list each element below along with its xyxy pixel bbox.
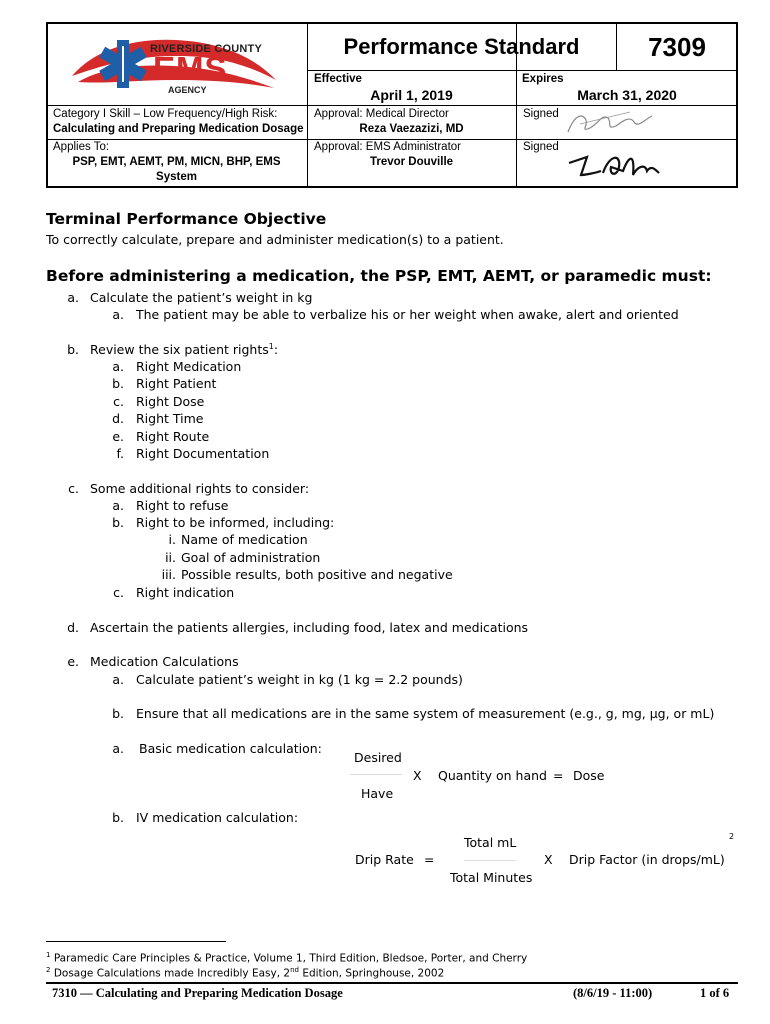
logo-county-text: RIVERSIDE COUNTY	[150, 43, 262, 55]
right-indication: Right indication	[136, 585, 235, 600]
applies-label: Applies To:	[53, 141, 110, 153]
footnote-ref-2: 2	[729, 832, 735, 841]
right-label: f.	[116, 446, 124, 461]
formula-quantity: Quantity on hand	[438, 768, 547, 783]
footer-date: (8/6/19 - 11:00)	[573, 986, 653, 1000]
weight-conversion: Calculate patient’s weight in kg (1 kg = 2.2 pounds)	[136, 672, 463, 687]
iv-calc-text: IV medication calculation:	[136, 810, 299, 825]
right-label: e.	[112, 429, 124, 444]
formula-dose: Dose	[573, 768, 605, 783]
footer-page: 1 of 6	[700, 986, 730, 1000]
footer-rule	[46, 982, 738, 984]
right-medication: Right Medication	[136, 359, 242, 374]
approval-ems-admin-name: Trevor Douville	[369, 156, 454, 168]
applies-line2: System	[156, 171, 197, 183]
approval-medical-director-name: Reza Vaezazizi, MD	[359, 123, 464, 135]
formula-total-ml: Total mL	[464, 835, 517, 850]
formula-equals: =	[553, 768, 564, 783]
item-a-label: a.	[67, 290, 79, 305]
item-a-text: Calculate the patient’s weight in kg	[90, 290, 313, 305]
logo-agency-text: AGENCY	[168, 85, 207, 95]
expires-label: Expires	[522, 73, 564, 85]
right-label: d.	[112, 411, 124, 426]
item-b-text-main: Review the six patient rights	[90, 342, 269, 358]
basic-calc-label: a.	[112, 741, 124, 756]
formula-total-minutes: Total Minutes	[450, 870, 533, 885]
fraction-bar	[350, 774, 402, 775]
possible-results: Possible results, both positive and negative	[181, 567, 453, 582]
page-title: Performance Standard	[343, 34, 580, 59]
item-d-text: Ascertain the patients allergies, including food, latex and medications	[90, 620, 529, 635]
tpo-text: To correctly calculate, prepare and administer medication(s) to a patient.	[46, 232, 504, 247]
right-to-be-informed: Right to be informed, including:	[136, 515, 335, 530]
right-label: c.	[113, 394, 124, 409]
item-e-text: Medication Calculations	[90, 654, 239, 669]
goal-of-administration: Goal of administration	[181, 550, 321, 565]
item-e-b-label: b.	[112, 706, 124, 721]
category-label: Category I Skill – Low Frequency/High Risk:	[53, 108, 278, 120]
tpo-heading: Terminal Performance Objective	[46, 210, 327, 228]
footnote-1-text: Paramedic Care Principles & Practice, Volume 1, Third Edition, Bledsoe, Porter, and Cherry	[53, 952, 528, 965]
expires-date: March 31, 2020	[577, 87, 677, 103]
item-b-label: b.	[67, 342, 79, 357]
divider	[307, 70, 738, 71]
formula-equals: =	[424, 852, 435, 867]
footnote-2	[46, 966, 444, 980]
right-label: a.	[112, 359, 124, 374]
formula-x: X	[544, 852, 553, 867]
approval-ems-admin-label: Approval: EMS Administrator	[314, 141, 462, 153]
fraction-bar	[464, 860, 516, 861]
roman-label: ii.	[165, 550, 176, 565]
item-b-colon: :	[273, 342, 279, 358]
signed-label-2: Signed	[523, 141, 559, 153]
formula-have: Have	[361, 786, 394, 801]
item-c-b-label: b.	[112, 515, 124, 530]
right-route: Right Route	[136, 429, 210, 444]
item-c-text: Some additional rights to consider:	[90, 481, 310, 496]
iv-calc-label: b.	[112, 810, 124, 825]
item-c-label: c.	[68, 481, 79, 496]
roman-label: i.	[168, 532, 176, 547]
item-e-a-label: a.	[112, 672, 124, 687]
item-a-sub-text: The patient may be able to verbalize his or her weight when awake, alert and oriented	[136, 307, 679, 322]
approval-medical-director-label: Approval: Medical Director	[314, 108, 449, 120]
name-of-medication: Name of medication	[181, 532, 308, 547]
right-patient: Right Patient	[136, 376, 217, 391]
footnote-separator	[46, 941, 226, 942]
right-label: b.	[112, 376, 124, 391]
standard-number: 7309	[648, 32, 706, 62]
formula-desired: Desired	[354, 750, 402, 765]
formula-drip-factor: Drip Factor (in drops/mL)	[569, 852, 725, 867]
item-e-label: e.	[67, 654, 79, 669]
roman-label: iii.	[161, 567, 176, 582]
category-title: Calculating and Preparing Medication Dosage	[53, 123, 304, 135]
footnote-2-superscript: nd	[290, 966, 299, 974]
right-to-refuse: Right to refuse	[136, 498, 229, 513]
effective-label: Effective	[314, 73, 362, 85]
main-heading: Before administering a medication, the PSP, EMT, AEMT, or paramedic must:	[46, 267, 712, 285]
formula-drip-rate: Drip Rate	[355, 852, 414, 867]
signature-ems-administrator	[565, 145, 665, 185]
formula-x: X	[413, 768, 422, 783]
footer-title: 7310 — Calculating and Preparing Medication Dosage	[52, 986, 343, 1000]
basic-calc-text: Basic medication calculation:	[139, 741, 322, 756]
footnote-1-number: 1	[46, 951, 51, 959]
right-documentation: Right Documentation	[136, 446, 270, 461]
footnote-2-number: 2	[46, 966, 51, 974]
measurement-system: Ensure that all medications are in the same system of measurement (e.g., g, mg, µg, or mL)	[136, 706, 715, 721]
footnote-ref-1: 1	[268, 342, 274, 351]
applies-line1: PSP, EMT, AEMT, PM, MICN, BHP, EMS	[72, 156, 281, 168]
signed-label-1: Signed	[523, 108, 559, 120]
item-d-label: d.	[67, 620, 79, 635]
item-c-a-label: a.	[112, 498, 124, 513]
divider	[46, 139, 738, 140]
footnote-2-text-pre: Dosage Calculations made Incredibly Easy, 2	[53, 967, 291, 980]
signature-medical-director	[560, 106, 660, 138]
logo-ems-text: EMS	[153, 50, 228, 87]
item-b-text	[90, 342, 278, 357]
footnote-1	[46, 951, 527, 965]
effective-date: April 1, 2019	[370, 87, 453, 103]
item-c-c-label: c.	[113, 585, 124, 600]
right-dose: Right Dose	[136, 394, 205, 409]
item-a-sub-label: a.	[112, 307, 124, 322]
right-time: Right Time	[136, 411, 204, 426]
footnote-2-text-post: Edition, Springhouse, 2002	[298, 967, 445, 980]
